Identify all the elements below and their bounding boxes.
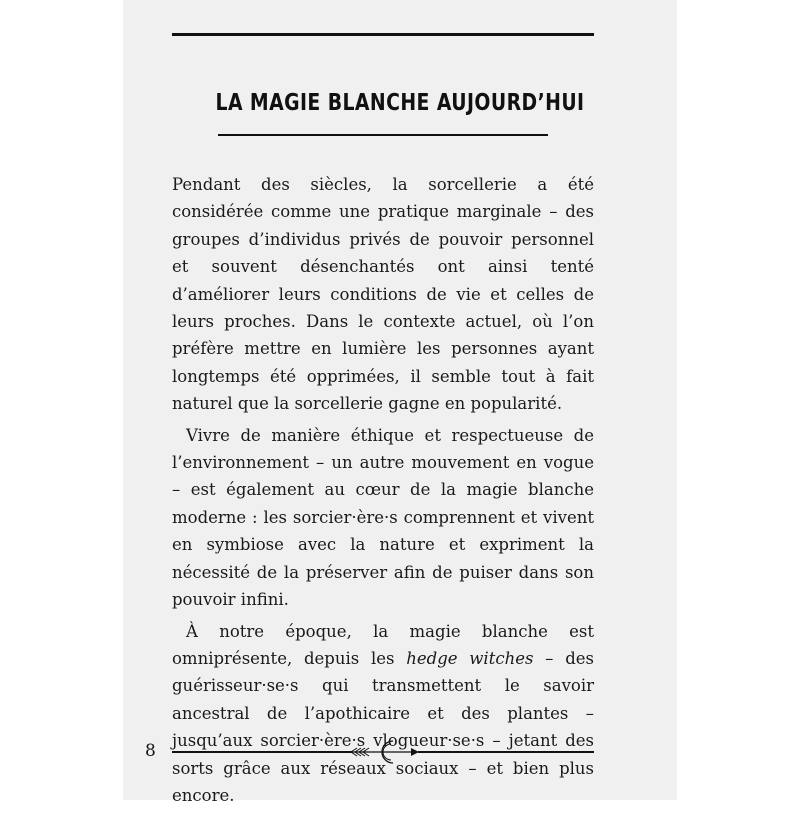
chapter-title: LA MAGIE BLANCHE AUJOURD’HUI <box>215 90 585 116</box>
footer-rule-right <box>418 751 594 753</box>
body-text <box>172 171 594 813</box>
paragraph-1: Pendant des siècles, la sorcellerie a été considérée comme une pratique marginale – des groupes d’individus privés de pouvoir personnel et souvent désenchantés ont ainsi tenté d’améliorer leurs conditions de vie et celles de leurs proches. Dans le contexte actuel, où l’on préfère mettre en lumière les personnes ayant longtemps été opprimées, il semble tout à fait naturel que la sorcellerie gagne en popularité. <box>172 175 594 414</box>
paragraph-3-end: – des guérisseur·se·s qui transmettent le savoir ancestral de l’apothicaire et des plantes – jusqu’aux sorcier·ère·s vlogueur·se·s – jetant des sorts grâce aux réseaux sociaux – et bien plus encore. <box>172 648 594 805</box>
paragraph-3 <box>172 618 594 810</box>
page-number: 8 <box>145 741 156 761</box>
top-rule <box>172 33 594 36</box>
book-page <box>123 0 677 805</box>
page-footer <box>123 738 677 768</box>
title-underline <box>218 134 548 136</box>
paragraph-2: Vivre de manière éthique et respectueuse de l’environnement – un autre mouvement en vogue – est également au cœur de la magie blanche moderne : les sorcier·ère·s comprennent et vivent en symbiose avec la nature et expriment la nécessité de la préserver afin de puiser dans son pouvoir infini. <box>172 425 594 610</box>
paragraph-3-italic: hedge witches <box>406 648 534 668</box>
crescent-moon-arrow-icon <box>349 738 423 766</box>
footer-rule-left <box>172 751 352 753</box>
paragraph-3-start: À notre époque, la magie blanche est omniprésente, depuis les <box>172 621 594 668</box>
